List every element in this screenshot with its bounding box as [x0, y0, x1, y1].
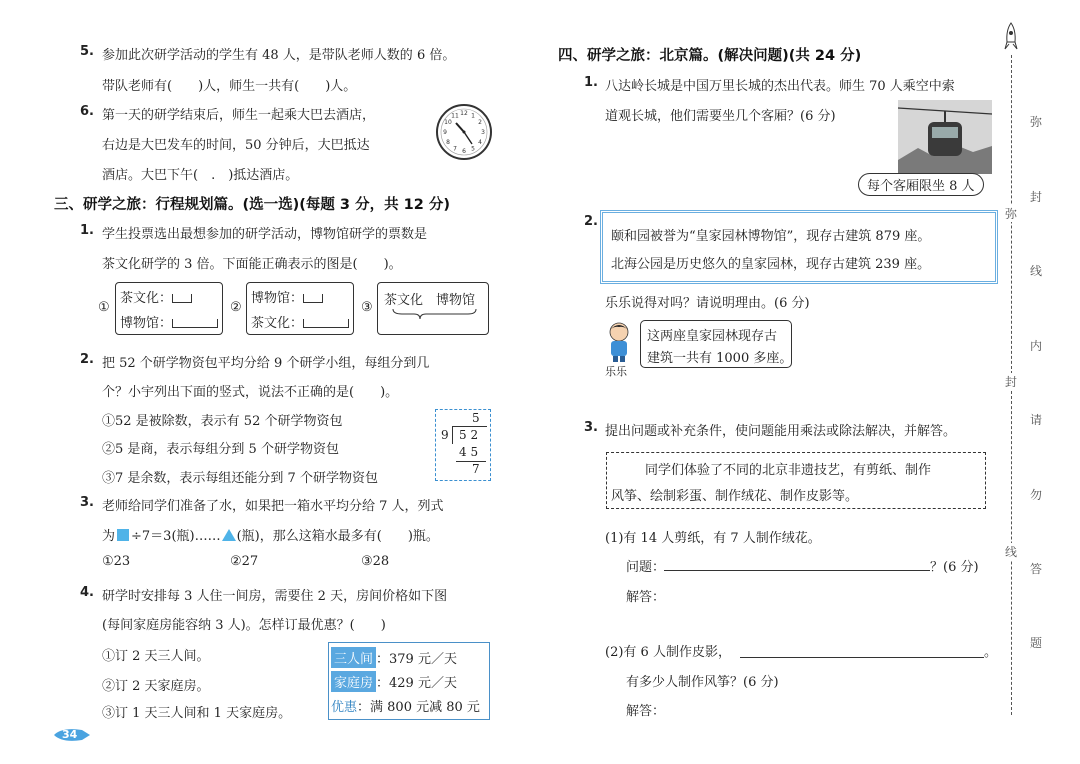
price-discount-tag: 优惠: [331, 700, 358, 715]
opt3-museum-label: 博物馆: [436, 293, 476, 308]
l-q3-opt-b[interactable]: ②27: [230, 554, 259, 569]
price-family-value: ：429 元／天: [376, 676, 457, 691]
garden-info-line2: 北海公园是历史悠久的皇家园林，现存古建筑 239 座。: [611, 257, 931, 272]
opt3-tea-label: 茶文化: [384, 293, 424, 308]
square-icon: [117, 529, 129, 541]
r-q3-sub1-question-label: 问题：: [626, 560, 666, 575]
div-product: 4 5: [459, 445, 479, 459]
l-q4-number: 4.: [80, 585, 94, 600]
l-q3-opt-c[interactable]: ③28: [361, 554, 390, 569]
l-q2-number: 2.: [80, 352, 94, 367]
rocket-icon: [1004, 22, 1018, 52]
opt3-brace: [392, 307, 478, 321]
margin-char-6: 勿: [1030, 488, 1043, 502]
seal-char-2: 封: [1005, 375, 1018, 389]
r-q3-sub1-score: ？(6 分): [930, 560, 979, 575]
l-q1-opt1-box[interactable]: [115, 282, 223, 335]
l-q1-opt2-mark[interactable]: ②: [230, 300, 242, 315]
l-q2-line1: 把 52 个研学物资包平均分给 9 个研学小组，每组分到几: [102, 356, 430, 371]
clock-num-5: 5: [471, 145, 475, 153]
boy-lele-icon: [604, 322, 634, 362]
price-family: [331, 671, 457, 692]
l-q3-line1: 老师给同学们准备了水，如果把一箱水平均分给 7 人，列式: [102, 499, 444, 514]
r-q3-sub2-answer-line[interactable]: [740, 657, 984, 658]
section4-title: 四、研学之旅：北京篇。(解决问题)(共 24 分): [558, 48, 862, 64]
l-q3-number: 3.: [80, 495, 94, 510]
price-discount-value: ：满 800 元减 80 元: [357, 700, 480, 715]
garden-info-line1: 颐和园被誉为“皇家园林博物馆”，现存古建筑 879 座。: [611, 229, 931, 244]
l-q4-opt-a[interactable]: ①订 2 天三人间。: [102, 649, 210, 664]
speech-line1: 这两座皇家园林现存古: [647, 329, 778, 344]
clock-num-6: 6: [462, 148, 466, 155]
margin-char-1: 弥: [1030, 115, 1043, 129]
r-q1-number: 1.: [584, 75, 598, 90]
clock-num-1: 1: [471, 112, 475, 120]
q5-line2: 带队老师有( )人，师生一共有( )人。: [102, 79, 357, 94]
l-q4-line1: 研学时安排每 3 人住一间房，需要住 2 天，房间价格如下图: [102, 589, 448, 604]
l-q3-line2: 为 ÷7＝3(瓶)…… (瓶)，那么这箱水最多有( )瓶。: [102, 529, 439, 544]
q5-number: 5.: [80, 44, 94, 59]
r-q3-sub1: (1)有 14 人剪纸，有 7 人制作绒花。: [605, 531, 821, 546]
l-q4-opt-c[interactable]: ③订 1 天三人间和 1 天家庭房。: [102, 706, 292, 721]
boy-name: 乐乐: [605, 365, 627, 378]
r-q1-line2: 道观长城，他们需要坐几个客厢？(6 分): [605, 109, 836, 124]
q6-line2: 右边是大巴发车的时间，50 分钟后，大巴抵达: [102, 138, 370, 153]
seal-char-3: 线: [1005, 545, 1018, 559]
margin-char-7: 答: [1030, 562, 1043, 576]
price-table: [328, 642, 490, 720]
clock-num-4: 4: [478, 139, 482, 146]
margin-char-5: 请: [1030, 413, 1043, 427]
heritage-line1: 同学们体验了不同的北京非遗技艺，有剪纸、制作: [645, 463, 932, 478]
garden-info-box: [600, 210, 998, 284]
div-remainder: 7: [472, 462, 480, 476]
clock-num-11: 11: [451, 112, 459, 120]
r-q3-sub2-end: 。: [984, 645, 998, 660]
clock-num-12: 12: [460, 110, 468, 117]
r-q2-number: 2.: [584, 214, 598, 229]
heritage-line2: 风筝、绘制彩蛋、制作绒花、制作皮影等。: [611, 489, 859, 504]
price-triple: [331, 647, 457, 668]
opt1-tea-label: 茶文化：: [120, 287, 192, 306]
div-quotient: 5: [472, 411, 480, 425]
clock-icon: [435, 103, 493, 161]
r-q3-sub1-solution-label: 解答：: [626, 590, 666, 605]
margin-char-3: 线: [1030, 264, 1043, 278]
l-q1-opt2-box[interactable]: [246, 282, 354, 335]
section3-title: 三、研学之旅：行程规划篇。(选一选)(每题 3 分，共 12 分): [54, 197, 450, 213]
price-triple-value: ：379 元／天: [376, 652, 457, 667]
speech-line2: 建筑一共有 1000 多座。: [647, 351, 793, 366]
margin-char-2: 封: [1030, 190, 1043, 204]
l-q1-opt1-mark[interactable]: ①: [98, 300, 110, 315]
seal-char-1: 弥: [1005, 207, 1018, 221]
cable-car-icon: [898, 100, 992, 174]
div-dividend: 5 2: [459, 428, 479, 442]
r-q3-number: 3.: [584, 420, 598, 435]
opt1-museum-label: 博物馆：: [120, 312, 218, 331]
l-q4-opt-b[interactable]: ②订 2 天家庭房。: [102, 679, 210, 694]
long-division: [435, 409, 491, 481]
r-q3-sub1-answer-line[interactable]: [664, 570, 930, 571]
l-q2-line2: 个？小宇列出下面的竖式，说法不正确的是( )。: [102, 385, 399, 400]
r-q3-sub2: (2)有 6 人制作皮影，: [605, 645, 731, 660]
clock-num-7: 7: [453, 145, 457, 153]
cable-car-limit-label: 每个客厢限坐 8 人: [858, 173, 984, 196]
r-q2-ask: 乐乐说得对吗？请说明理由。(6 分): [605, 296, 810, 311]
opt2-museum-label: 博物馆：: [251, 287, 323, 306]
l-q2-opt-c[interactable]: ③7 是余数，表示每组还能分到 7 个研学物资包: [102, 471, 378, 486]
heritage-info-box: [606, 452, 986, 509]
clock-num-3: 3: [481, 129, 485, 136]
price-discount: [331, 696, 480, 715]
speech-bubble: [640, 320, 792, 368]
l-q1-line1: 学生投票选出最想参加的研学活动，博物馆研学的票数是: [102, 227, 428, 242]
price-triple-tag: 三人间: [331, 647, 376, 668]
margin-char-4: 内: [1030, 339, 1043, 353]
l-q4-line2: (每间家庭房能容纳 3 人)。怎样订最优惠？( ): [102, 618, 386, 633]
opt2-tea-label: 茶文化：: [251, 312, 349, 331]
margin-char-8: 题: [1030, 636, 1043, 650]
r-q3-sub2-question: 有多少人制作风筝？(6 分): [626, 675, 779, 690]
r-q3-sub2-solution-label: 解答：: [626, 704, 666, 719]
l-q3-opt-a[interactable]: ①23: [102, 554, 131, 569]
clock-num-10: 10: [444, 119, 452, 126]
q6-line3: 酒店。大巴下午( . )抵达酒店。: [102, 168, 299, 183]
clock-num-8: 8: [446, 139, 450, 146]
clock-num-9: 9: [443, 129, 447, 136]
triangle-icon: [222, 529, 236, 541]
q6-number: 6.: [80, 104, 94, 119]
l-q1-line2: 茶文化研学的 3 倍。下面能正确表示的图是( )。: [102, 257, 402, 272]
l-q1-opt3-mark[interactable]: ③: [361, 300, 373, 315]
l-q2-opt-b[interactable]: ②5 是商，表示每组分到 5 个研学物资包: [102, 442, 339, 457]
page-number-badge: 34: [52, 727, 92, 743]
l-q1-opt3-box[interactable]: [377, 282, 489, 335]
div-divisor: 9: [441, 428, 449, 442]
q6-line1: 第一天的研学结束后，师生一起乘大巴去酒店，: [102, 108, 376, 123]
clock-num-2: 2: [478, 119, 482, 126]
l-q2-opt-a[interactable]: ①52 是被除数，表示有 52 个研学物资包: [102, 414, 343, 429]
q5-line1: 参加此次研学活动的学生有 48 人，是带队老师人数的 6 倍。: [102, 48, 456, 63]
price-family-tag: 家庭房: [331, 671, 376, 692]
l-q1-number: 1.: [80, 223, 94, 238]
r-q1-line1: 八达岭长城是中国万里长城的杰出代表。师生 70 人乘空中索: [605, 79, 955, 94]
r-q3-line1: 提出问题或补充条件，使问题能用乘法或除法解决，并解答。: [605, 424, 957, 439]
